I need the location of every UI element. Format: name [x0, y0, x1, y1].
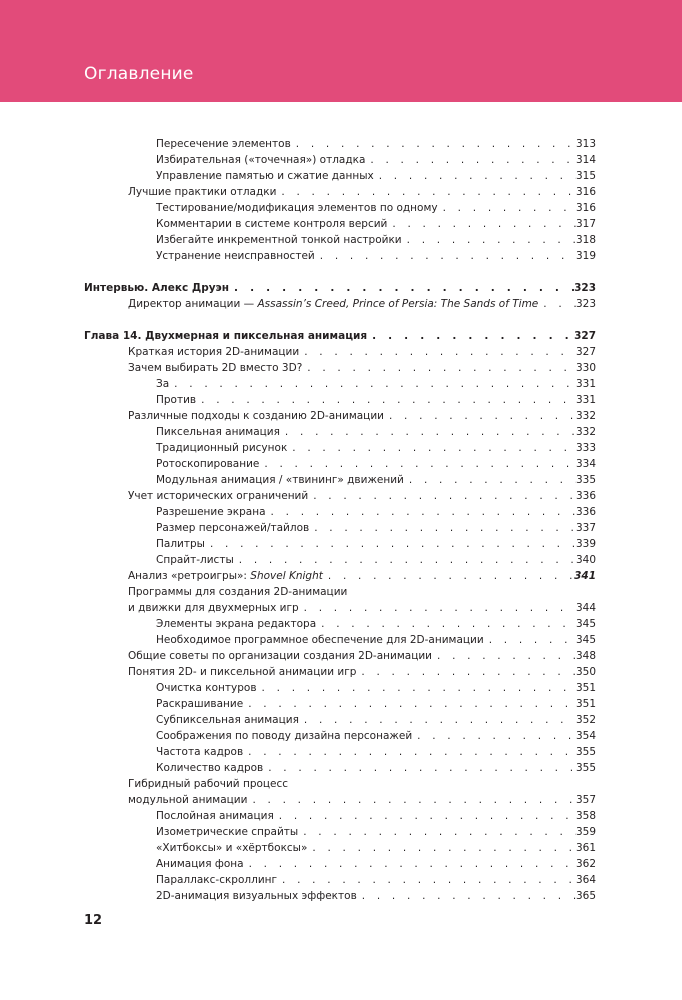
toc-entry-page: 339 — [575, 538, 596, 550]
toc-leader-dots — [315, 248, 576, 264]
toc-entry-title: Модульная анимация / «твининг» движений — [156, 474, 404, 486]
toc-entry-title: Ротоскопирование — [156, 458, 260, 470]
toc-entry-title: Размер персонажей/тайлов — [156, 522, 310, 534]
toc-entry-page: 332 — [575, 410, 596, 422]
toc-entry-page: 350 — [575, 666, 596, 678]
toc-entry — [156, 840, 596, 856]
toc-leader-dots — [308, 488, 576, 504]
toc-leader-dots — [229, 280, 574, 296]
toc-leader-dots — [365, 152, 576, 168]
toc-entry-title: Спрайт-листы — [156, 554, 234, 566]
toc-entry-page: 335 — [575, 474, 596, 486]
toc-entry-title: Разрешение экрана — [156, 506, 266, 518]
toc-leader-dots — [243, 696, 576, 712]
toc-entry-page: 357 — [575, 794, 596, 806]
toc-entry-title: Очистка контуров — [156, 682, 257, 694]
toc-entry-title: Лучшие практики отладки — [128, 186, 277, 198]
toc-leader-dots — [387, 216, 576, 232]
page-number: 12 — [84, 913, 103, 928]
toc-entry — [156, 888, 596, 904]
toc-entry-title: Устранение неисправностей — [156, 250, 315, 262]
toc-leader-dots — [257, 680, 576, 696]
toc-leader-dots — [280, 424, 576, 440]
toc-entry — [156, 376, 596, 392]
toc-section-heading — [84, 280, 596, 296]
toc-entry-title: Пиксельная анимация — [156, 426, 280, 438]
toc-entry — [156, 632, 596, 648]
toc-entry — [156, 232, 596, 248]
toc-entry-title: Количество кадров — [156, 762, 264, 774]
toc-entry-title: Анимация фона — [156, 858, 244, 870]
toc-entry-page: 332 — [575, 426, 596, 438]
toc-entry-page: 315 — [575, 170, 596, 182]
toc-leader-dots — [356, 664, 576, 680]
toc-leader-dots — [234, 552, 576, 568]
toc-entry-title: Элементы экрана редактора — [156, 618, 317, 630]
toc-entry-page: 336 — [575, 506, 596, 518]
toc-entry-page: 316 — [575, 186, 596, 198]
toc-entry-page: 323 — [574, 282, 596, 294]
toc-entry — [156, 520, 596, 536]
toc-entry-page: 341 — [574, 570, 596, 582]
toc-entry-page: 365 — [575, 890, 596, 902]
toc-entry — [128, 184, 596, 200]
toc-leader-dots — [316, 616, 576, 632]
toc-entry-title: Против — [156, 394, 197, 406]
toc-entry-title: Палитры — [156, 538, 205, 550]
toc-entry-page: 331 — [575, 394, 596, 406]
toc-entry-page: 354 — [575, 730, 596, 742]
toc-entry-title: Пересечение элементов — [156, 138, 291, 150]
toc-entry-page: 319 — [575, 250, 596, 262]
toc-entry — [128, 664, 596, 680]
toc-entry — [156, 552, 596, 568]
toc-entry — [156, 744, 596, 760]
toc-entry-title: Избегайте инкрементной тонкой настройки — [156, 234, 402, 246]
toc-entry-title: Глава 14. Двухмерная и пиксельная анимация — [84, 330, 368, 342]
toc-entry — [128, 792, 596, 808]
toc-entry-page: 361 — [575, 842, 596, 854]
toc-leader-dots — [263, 760, 576, 776]
toc-entry-page: 358 — [575, 810, 596, 822]
toc-entry-title: модульной анимации — [128, 794, 248, 806]
page-title: Оглавление — [84, 64, 194, 84]
toc-leader-dots — [266, 504, 576, 520]
toc-entry — [156, 712, 596, 728]
toc-leader-dots — [402, 232, 576, 248]
toc-leader-dots — [412, 728, 576, 744]
toc-leader-dots — [538, 296, 576, 312]
toc-entry-title: Субпиксельная анимация — [156, 714, 299, 726]
toc-entry — [156, 456, 596, 472]
toc-entry-page: 327 — [574, 330, 596, 342]
toc-entry-title: Понятия 2D- и пиксельной анимации игр — [128, 666, 357, 678]
toc-entry-page: 340 — [575, 554, 596, 566]
toc-entry — [128, 488, 596, 504]
toc-leader-dots — [169, 376, 576, 392]
toc-entry-page: 355 — [575, 762, 596, 774]
toc-entry-page: 355 — [575, 746, 596, 758]
toc-entry-title-line1: Гибридный рабочий процесс — [128, 778, 289, 790]
toc-leader-dots — [438, 200, 576, 216]
toc-leader-dots — [274, 808, 576, 824]
toc-leader-dots — [243, 744, 576, 760]
toc-entry-title: Краткая история 2D-анимации — [128, 346, 300, 358]
toc-entry-title: Тестирование/модификация элементов по одному — [156, 202, 438, 214]
toc-leader-dots — [323, 568, 574, 584]
toc-entry-page: 364 — [575, 874, 596, 886]
toc-entry — [156, 760, 596, 776]
toc-leader-dots — [299, 600, 576, 616]
toc-entry-title: Управление памятью и сжатие данных — [156, 170, 374, 182]
toc-entry-page: 327 — [575, 346, 596, 358]
toc-entry — [156, 424, 596, 440]
toc-entry — [156, 856, 596, 872]
toc-entry-page: 316 — [575, 202, 596, 214]
toc-entry — [156, 472, 596, 488]
toc-entry — [156, 216, 596, 232]
toc-entry-title: Соображения по поводу дизайна персонажей — [156, 730, 413, 742]
toc-leader-dots — [259, 456, 576, 472]
toc-entry-page: 313 — [575, 138, 596, 150]
toc-leader-dots — [205, 536, 576, 552]
toc-leader-dots — [299, 344, 576, 360]
toc-entry — [128, 600, 596, 616]
toc-entry-title: Необходимое программное обеспечение для 2D-анимации — [156, 634, 484, 646]
toc-leader-dots — [298, 824, 576, 840]
toc-entry — [156, 808, 596, 824]
toc-entry-title: Частота кадров — [156, 746, 244, 758]
toc-entry-page: 336 — [575, 490, 596, 502]
toc-leader-dots — [291, 136, 576, 152]
toc-entry — [128, 568, 596, 584]
toc-entry-title: Общие советы по организации создания 2D-анимации — [128, 650, 432, 662]
toc-leader-dots — [302, 360, 576, 376]
toc-leader-dots — [384, 408, 576, 424]
toc-entry-page: 314 — [575, 154, 596, 166]
toc-leader-dots — [287, 440, 576, 456]
toc-entry — [156, 440, 596, 456]
toc-entry-title: и движки для двухмерных игр — [128, 602, 299, 614]
toc-entry — [156, 136, 596, 152]
toc-entry-title: 2D-анимация визуальных эффектов — [156, 890, 357, 902]
toc-entry-title: Традиционный рисунок — [156, 442, 288, 454]
toc-entry — [156, 616, 596, 632]
toc-entry-page: 348 — [575, 650, 596, 662]
toc-entry-page: 352 — [575, 714, 596, 726]
toc-entry — [156, 504, 596, 520]
toc-leader-dots — [196, 392, 576, 408]
toc-entry-page: 331 — [575, 378, 596, 390]
toc-entry-page: 318 — [575, 234, 596, 246]
toc-entry-page: 362 — [575, 858, 596, 870]
toc-entry — [156, 168, 596, 184]
toc-leader-dots — [307, 840, 576, 856]
toc-entry — [156, 152, 596, 168]
toc-chapter-heading — [84, 328, 596, 344]
toc-entry — [156, 392, 596, 408]
toc-leader-dots — [367, 328, 574, 344]
toc-entry — [156, 696, 596, 712]
toc-entry — [128, 344, 596, 360]
toc-entry-title: Изометрические спрайты — [156, 826, 299, 838]
toc-entry — [156, 824, 596, 840]
toc-leader-dots — [299, 712, 576, 728]
toc-leader-dots — [404, 472, 576, 488]
toc-entry-title: Раскрашивание — [156, 698, 244, 710]
toc-entry-page: 330 — [575, 362, 596, 374]
toc-leader-dots — [276, 184, 576, 200]
toc-entry-title: Учет исторических ограничений — [128, 490, 309, 502]
toc-entry-title: Избирательная («точечная») отладка — [156, 154, 366, 166]
toc-entry — [128, 360, 596, 376]
toc-entry — [128, 648, 596, 664]
toc-leader-dots — [484, 632, 576, 648]
toc-leader-dots — [309, 520, 576, 536]
toc-entry-title: Параллакс-скроллинг — [156, 874, 278, 886]
toc-entry-page: 351 — [575, 698, 596, 710]
toc-entry — [156, 872, 596, 888]
toc-entry-title: Директор анимации — Assassin’s Creed, Prince of Persia: The Sands of Time — [128, 298, 539, 310]
toc-entry — [156, 680, 596, 696]
toc-entry-title: Различные подходы к созданию 2D-анимации — [128, 410, 384, 422]
toc-leader-dots — [432, 648, 576, 664]
toc-leader-dots — [357, 888, 576, 904]
toc-entry-title: Интервью. Алекс Друэн — [84, 282, 230, 294]
toc-leader-dots — [277, 872, 576, 888]
toc-entry-title: Зачем выбирать 2D вместо 3D? — [128, 362, 303, 374]
toc-entry-page: 351 — [575, 682, 596, 694]
toc-entry-title-line1: Программы для создания 2D-анимации — [128, 586, 348, 598]
toc-entry — [128, 408, 596, 424]
toc-entry-title: Послойная анимация — [156, 810, 274, 822]
toc-entry — [156, 248, 596, 264]
toc-leader-dots — [374, 168, 576, 184]
toc-entry-page: 323 — [575, 298, 596, 310]
toc-leader-dots — [244, 856, 576, 872]
toc-entry-page: 333 — [575, 442, 596, 454]
toc-entry — [156, 536, 596, 552]
toc-entry-title: Комментарии в системе контроля версий — [156, 218, 388, 230]
toc-entry-page: 345 — [575, 618, 596, 630]
toc-entry-page: 344 — [575, 602, 596, 614]
toc-entry-title: За — [156, 378, 170, 390]
toc-entry — [156, 200, 596, 216]
toc-entry-page: 317 — [575, 218, 596, 230]
toc-entry-page: 345 — [575, 634, 596, 646]
toc-entry — [156, 728, 596, 744]
toc-entry-page: 359 — [575, 826, 596, 838]
toc-entry-title: Анализ «ретроигры»: Shovel Knight — [128, 570, 323, 582]
toc-entry-page: 334 — [575, 458, 596, 470]
toc-entry-title: «Хитбоксы» и «хёртбоксы» — [156, 842, 308, 854]
toc-entry — [128, 296, 596, 312]
toc-entry-page: 337 — [575, 522, 596, 534]
toc-leader-dots — [247, 792, 576, 808]
